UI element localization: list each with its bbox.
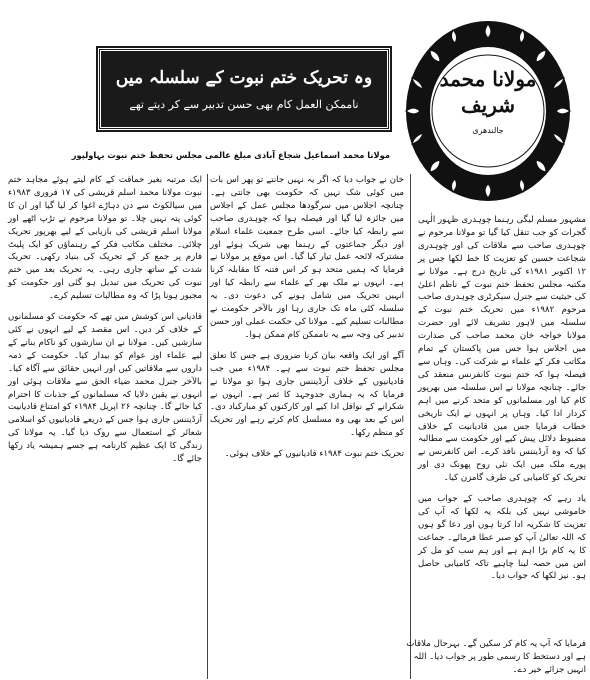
paragraph: آگے اور ایک واقعہ بیان کرنا ضروری ہے جس کا تعلق مجلس تحفظ ختم نبوت سے ہے۔ ۱۹۸۴ء میں جب قادیانیوں کے خلاف آرڈیننس جاری ہوا تو مولانا نے فرمایا کہ یہ ہماری جدوجہد کا ثمر ہے۔ انہوں نے شکرانے کے نوافل ادا کیے اور کارکنوں کو مبارکباد دی۔ اس کے بعد بھی وہ مسلسل کام کرتے رہے اور تحریک کو منظم رکھا۔ <box>210 350 404 439</box>
paragraph: خان نے جواب دیا کہ اگر یہ نہیں جانتے تو پھر اس بات میں کوئی شک نہیں کہ حکومت بھی جانتی ہے۔ چنانچہ اجلاس میں سرگودھا مجلس عمل کے اجلاس میں جائزہ لیا گیا اور فیصلہ ہوا کہ چوہدری صاحب سے رابطہ کیا جائے۔ اسی طرح جمعیت علماء اسلام اور دیگر جماعتوں کے رہنما بھی شریک ہوئے اور مشترکہ لائحہ عمل تیار کیا گیا۔ اس موقع پر مولانا نے فرمایا کہ ہمیں متحد ہو کر اس فتنہ کا مقابلہ کرنا ہے۔ انہوں نے ملک بھر کے علماء سے رابطہ کیا اور انہیں تحریک میں شامل ہونے کی دعوت دی۔ یہ سلسلہ کئی ماہ تک جاری رہا اور بالآخر حکومت نے مطالبات تسلیم کیے۔ مولانا کی حکمت عملی اور حسن تدبیر کی وجہ سے یہ ناممکن کام ممکن ہوا۔ <box>209 175 404 340</box>
author-byline: مولانا محمد اسماعیل شجاع آبادی مبلغ عالمی مجلس تحفظ ختم نبوت بہاولپور <box>71 150 390 160</box>
paragraph: مشہور مسلم لیگی رہنما چوہدری ظہور الٰہی گجرات کو جب تنقل کیا گیا تو مولانا مرحوم نے چوہدری صاحب سے ملاقات کی اور چوہدری شجاعت حسین کو تعزیت کا خط لکھا جس پر ۱۲ اکتوبر ۱۹۸۱ء کی تاریخ درج ہے۔ مولانا نے مکتبہ مجلس تحفظ ختم نبوت کے ناظم اعلیٰ کی حیثیت سے جنرل سیکرٹری چوہدری صاحب مرحوم ۱۹۸۲ء میں تحریک ختم نبوت کے سلسلہ میں لاہور تشریف لائے اور حضرت مولانا خواجہ خان محمد صاحب کی صدارت میں اجلاس ہوا جس میں پاکستان کے تمام مکاتب فکر کے علماء نے شرکت کی۔ وہاں سے فیصلہ ہوا کہ ختم نبوت کانفرنس منعقد کی جائے۔ چنانچہ مولانا نے اس سلسلہ میں بھرپور کام کیا اور مسلمانوں کو متحد کرنے میں اہم کردار ادا کیا۔ وہاں پر انہوں نے ایک تاریخی خطاب فرمایا جس میں قادیانیت کے خلاف مضبوط دلائل پیش کیے اور حکومت سے مطالبہ کیا کہ وہ آرڈیننس نافذ کرے۔ اس کانفرنس نے پورے ملک میں ایک نئی روح پھونک دی اور تحریک کو کامیابی کی طرف گامزن کیا۔ <box>418 215 587 484</box>
closing-note: فرمایا کہ آپ یہ کام کر سکیں گے۔ بہرحال ملاقات ہے اور دستخط کا رسمی طور پر جواب دیا۔ اللہ انہیں جزائے خیر دے۔ <box>406 639 586 675</box>
article-column-right <box>418 214 586 626</box>
paragraph: یاد رہے کہ چوہدری صاحب کے جواب میں خاموشی نہیں کی بلکہ یہ لکھا کہ آپ کی تعزیت کا شکریہ ادا کرتا ہوں اور دعا گو ہوں کہ اللہ تعالیٰ آپ کو صبر عطا فرمائے۔ جماعت کا یہ کام بڑا اہم ہے اور ہم سب کو مل کر اس میں حصہ لینا چاہیے تاکہ کامیابی حاصل ہو۔ نیز لکھا کہ جواب دیا۔ <box>418 494 586 582</box>
subheadline: ناممکن العمل کام بھی حسن تدبیر سے کر دیتے تھے <box>129 98 359 111</box>
headline: وہ تحریک ختم نبوت کے سلسلہ میں <box>115 68 373 88</box>
headline-banner <box>98 48 390 130</box>
article-column-middle <box>210 174 404 680</box>
paragraph: ایک مرتبہ بغیر حماقت کے کام لیتے ہوئے مجاہد ختم نبوت مولانا محمد اسلم قریشی کی ۱۷ فروری ۱۹۸۳ء میں سیالکوٹ سے دن دہاڑے اغوا کر لیا گیا اور ان کا کوئی پتہ نہیں چلا۔ تو مولانا مرحوم نے تڑپ اٹھے اور مولانا اسلم قریشی کی بازیابی کے لیے بھرپور تحریک چلائی۔ مختلف مکاتب فکر کے رہنماؤں کو ایک پلیٹ فارم پر جمع کر کے تحریک کی بنیاد رکھی۔ تحریک شدت کے ساتھ جاری رہی۔ یہ تحریک بعد میں ختم نبوت کی تحریک میں تبدیل ہو گئی اور حکومت کو مجبور ہونا پڑا کہ وہ مطالبات تسلیم کرے۔ <box>8 175 202 302</box>
column-divider <box>410 174 411 679</box>
article-column-left <box>8 174 202 680</box>
paragraph: قادیانی اس کوشش میں تھے کہ حکومت کو مسلمانوں کے خلاف کر دیں۔ اس مقصد کے لیے انہوں نے کئی سازشیں کیں۔ مولانا نے ان سازشوں کو ناکام بنانے کے لیے علماء اور عوام کو بیدار کیا۔ حکومت کے ذمہ داروں سے ملاقاتیں کیں اور انہیں حقائق سے آگاہ کیا۔ بالآخر جنرل محمد ضیاء الحق سے ملاقات ہوئی اور انہوں نے یقین دلایا کہ مسلمانوں کے جذبات کا احترام کیا جائے گا۔ چنانچہ ۲۶ اپریل ۱۹۸۴ء کو امتناع قادیانیت آرڈیننس جاری ہوا جس کے ذریعے قادیانیوں کو اسلامی شعائر کے استعمال سے روک دیا گیا۔ یہ مولانا کی زندگی کا ایک عظیم کارنامہ ہے جسے ہمیشہ یاد رکھا جائے گا۔ <box>8 312 202 465</box>
paragraph: تحریک ختم نبوت ۱۹۸۴ء قادیانیوں کے خلاف ہوئی۔ <box>224 449 404 460</box>
column-divider <box>207 174 208 679</box>
medallion-subtitle: جالندھری <box>472 126 504 135</box>
medallion-name: مولانا محمد شریف <box>439 67 537 117</box>
